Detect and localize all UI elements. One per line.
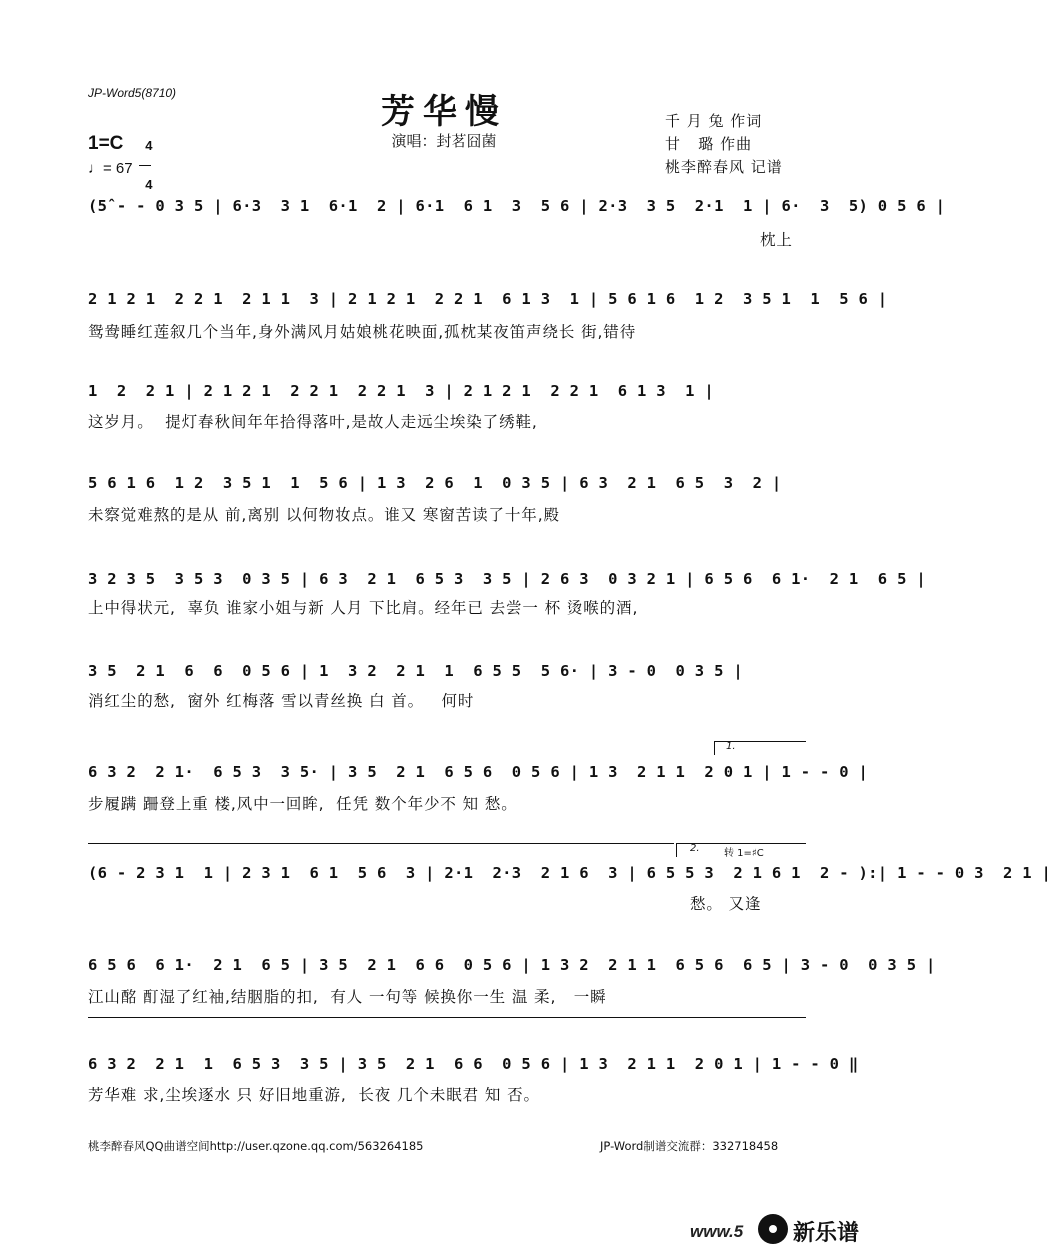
footer-left: 桃李醉春风QQ曲谱空间http://user.qzone.qq.com/563264185 (88, 1139, 424, 1153)
notation-line-5: 3 2 3 5 3 5 3 0 3 5 | 6 3 2 1 6 5 3 3 5 | 2 6 3 0 3 2 1 | 6 5 6 6 1· 2 1 6 5 | (88, 570, 926, 588)
time-signature (138, 128, 152, 191)
lyric-line-7: 步履蹒 跚登上重 楼,风中一回眸, 任凭 数个年少不 知 愁。 (88, 795, 518, 813)
lyric-line-3: 这岁月。 提灯春秋间年年拾得落叶,是故人走远尘埃染了绣鞋, (88, 413, 538, 431)
key-change-marker: 转 1=♯C (724, 848, 764, 859)
meter-bottom: 4 (145, 177, 153, 192)
lyric-line-8: 愁。 又逢 (690, 895, 762, 913)
meter-top: 4 (145, 138, 153, 153)
lyric-line-10: 芳华难 求,尘埃逐水 只 好旧地重游, 长夜 几个未眠君 知 否。 (88, 1086, 540, 1104)
watermark-url: www.5 (690, 1222, 744, 1241)
notation-line-4: 5 6 1 6 1 2 3 5 1 1 5 6 | 1 3 2 6 1 0 3 5 | 6 3 2 1 6 5 3 2 | (88, 474, 782, 492)
transcriber-credit: 桃李醉春风 记谱 (665, 158, 783, 176)
notation-line-8: (6 - 2 3 1 1 | 2 3 1 6 1 5 6 3 | 2·1 2·3 2 1 6 3 | 6 5 5 3 2 1 6 1 2 - ):| 1 - - 0 3 2 1 | (88, 864, 1051, 882)
notation-line-1: (5̂ - - 0 3 5 | 6·3 3 1 6·1 2 | 6·1 6 1 3 5 6 | 2·3 3 5 2·1 1 | 6· 3 5) 0 5 6 | (88, 197, 946, 215)
lyric-line-1: 枕上 (760, 231, 793, 249)
lyric-line-5: 上中得状元, 辜负 谁家小姐与新 人月 下比肩。经年已 去尝一 杯 烫喉的酒, (88, 599, 639, 617)
lyric-line-6: 消红尘的愁, 窗外 红梅落 雪以青丝换 白 首。 何时 (88, 692, 475, 710)
notation-line-9: 6 5 6 6 1· 2 1 6 5 | 3 5 2 1 6 6 0 5 6 | 1 3 2 2 1 1 6 5 6 6 5 | 3 - 0 0 3 5 | (88, 956, 936, 974)
notation-line-2: 2 1 2 1 2 2 1 2 1 1 3 | 2 1 2 1 2 2 1 6 1 3 1 | 5 6 1 6 1 2 3 5 1 1 5 6 | (88, 290, 888, 308)
notation-line-3: 1 2 2 1 | 2 1 2 1 2 2 1 2 2 1 3 | 2 1 2 1 2 2 1 6 1 3 1 | (88, 382, 715, 400)
song-title: 芳华慢 (381, 92, 507, 132)
tempo-marking: ♩= 67 (88, 160, 133, 177)
notation-line-6: 3 5 2 1 6 6 0 5 6 | 1 3 2 2 1 1 6 5 5 5 6· | 3 - 0 0 3 5 | (88, 662, 743, 680)
lyric-line-4: 未察觉难熬的是从 前,离别 以何物妆点。谁又 寒窗苦读了十年,殿 (88, 506, 560, 524)
notation-line-10: 6 3 2 2 1 1 6 5 3 3 5 | 3 5 2 1 6 6 0 5 6 | 1 3 2 1 1 2 0 1 | 1 - - 0 ‖ (88, 1055, 859, 1073)
singer-credit: 演唱：封茗囧菌 (391, 132, 497, 150)
watermark-brand: 新乐谱 (793, 1221, 860, 1246)
software-label: JP-Word5(8710) (88, 86, 177, 100)
key-signature: 1=C (88, 133, 124, 154)
lyricist-credit: 千 月 兔 作词 (665, 112, 763, 130)
notation-line-7: 6 3 2 2 1· 6 5 3 3 5· | 3 5 2 1 6 5 6 0 5 6 | 1 3 2 1 1 2 0 1 | 1 - - 0 | (88, 763, 869, 781)
lyric-line-2: 鸳鸯睡红莲叙几个当年,身外满风月姑娘桃花映面,孤枕某夜笛声绕长 街,错待 (88, 323, 637, 341)
record-logo-icon (758, 1214, 788, 1244)
volta-1-marker: 1. (726, 741, 736, 752)
composer-credit: 甘 璐 作曲 (665, 135, 753, 153)
footer-right: JP-Word制谱交流群：332718458 (600, 1139, 779, 1153)
lyric-line-9: 江山酩 酊湿了红袖,结胭脂的扣, 有人 一句等 候换你一生 温 柔, 一瞬 (88, 988, 607, 1006)
volta-2-marker: 2. (690, 843, 700, 854)
